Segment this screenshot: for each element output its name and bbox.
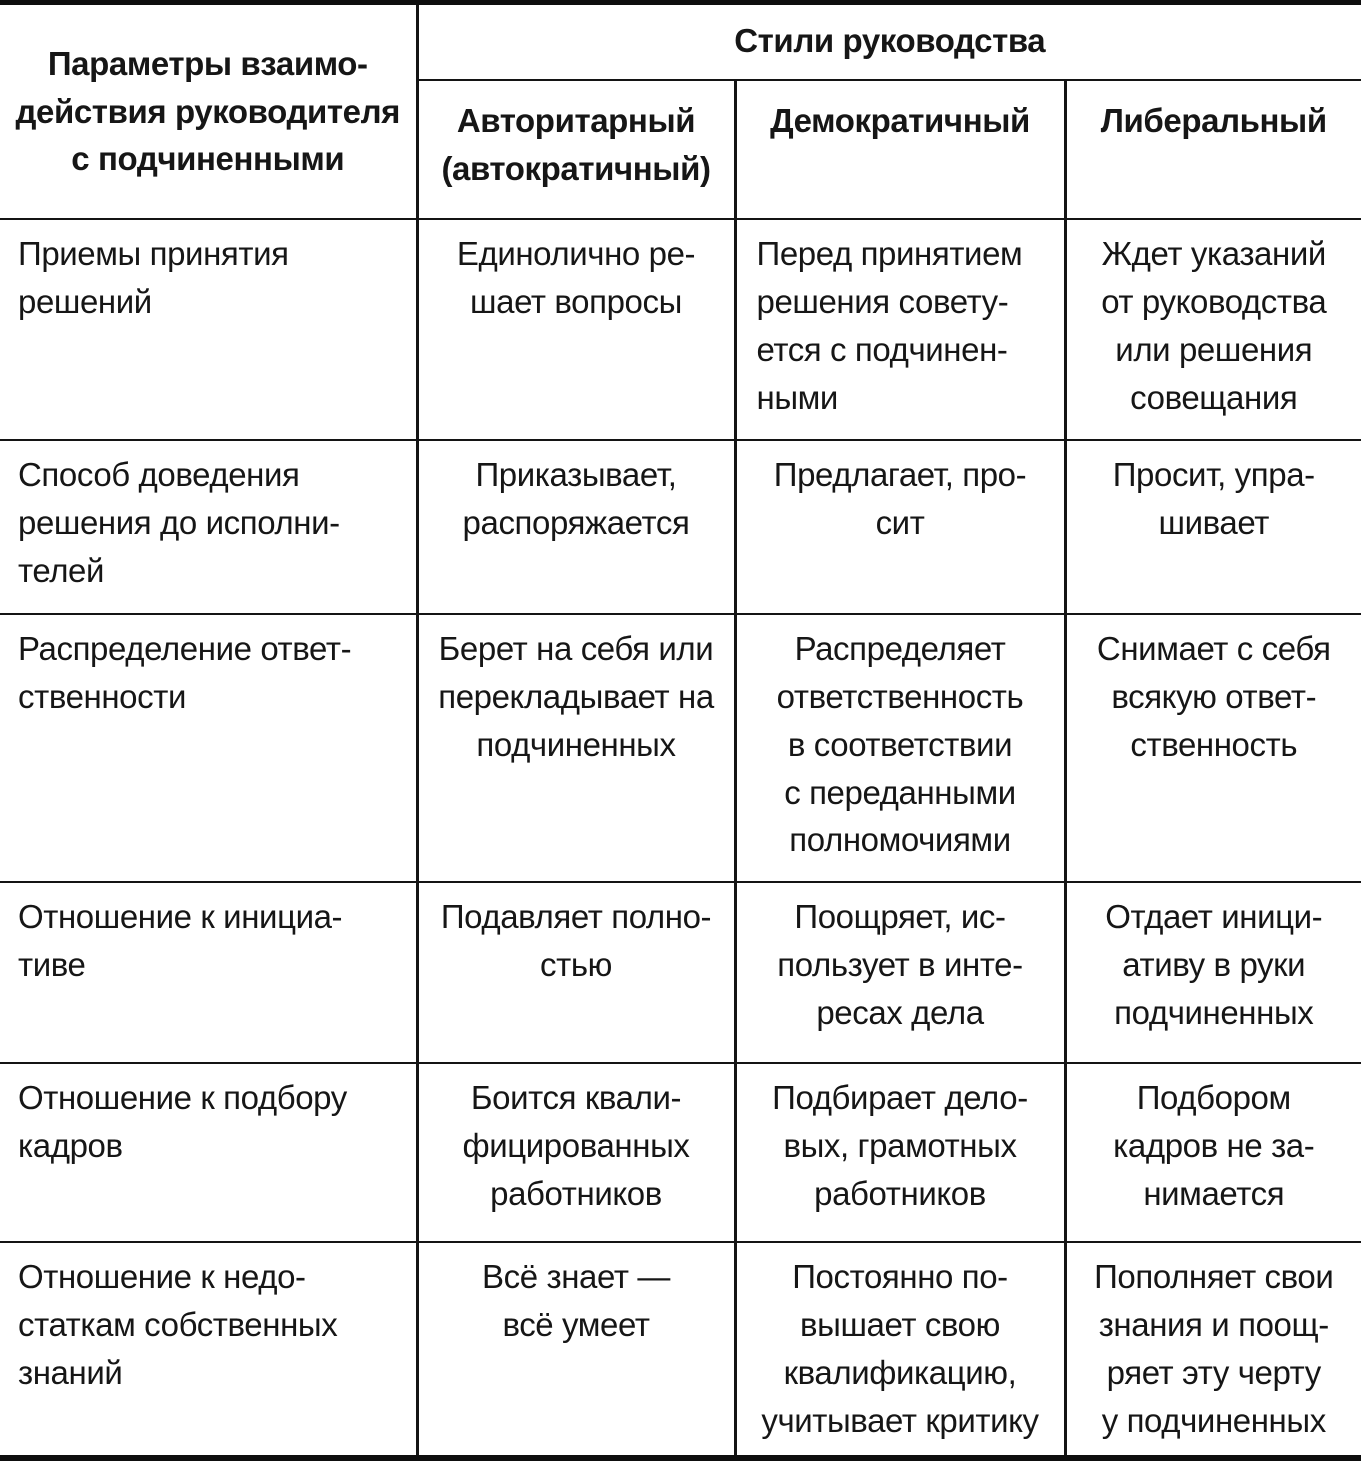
table-row [0,219,1361,440]
param-cell: Способ доведения решения до исполни- телей [0,440,417,614]
liberal-cell: Ждет указаний от руководства или решения совещания [1065,219,1361,440]
liberal-cell: Снимает с себя всякую ответ- ственность [1065,614,1361,882]
param-cell: Отношение к недо- статкам собственных знаний [0,1242,417,1458]
authoritarian-cell: Берет на себя или перекладывает на подчиненных [417,614,735,882]
authoritarian-cell: Боится квали- фицированных работников [417,1063,735,1242]
democratic-cell: Подбирает дело- вых, грамотных работников [735,1063,1065,1242]
styles-group-header: Стили руководства [417,3,1361,81]
column-header-liberal: Либеральный [1065,80,1361,219]
democratic-cell: Распределяет ответственность в соответствии с переданными полномочиями [735,614,1065,882]
liberal-cell: Пополняет свои знания и поощ- ряет эту черту у подчиненных [1065,1242,1361,1458]
table-row [0,882,1361,1063]
param-cell: Приемы принятия решений [0,219,417,440]
liberal-cell: Подбором кадров не за- нимается [1065,1063,1361,1242]
democratic-cell: Перед принятием решения совету- ется с подчинен- ными [735,219,1065,440]
authoritarian-cell: Подавляет полно- стью [417,882,735,1063]
param-cell: Отношение к подбору кадров [0,1063,417,1242]
table-row [0,614,1361,882]
democratic-cell: Поощряет, ис- пользует в инте- ресах дела [735,882,1065,1063]
table-row [0,1242,1361,1458]
liberal-cell: Просит, упра- шивает [1065,440,1361,614]
param-column-header: Параметры взаимо- действия руководителя с подчиненными [0,3,417,220]
authoritarian-cell: Приказывает, распоряжается [417,440,735,614]
table-row [0,1063,1361,1242]
column-header-democratic: Демократичный [735,80,1065,219]
liberal-cell: Отдает иници- ативу в руки подчиненных [1065,882,1361,1063]
authoritarian-cell: Всё знает — всё умеет [417,1242,735,1458]
democratic-cell: Постоянно по- вышает свою квалификацию, учитывает критику [735,1242,1065,1458]
table-row [0,440,1361,614]
democratic-cell: Предлагает, про- сит [735,440,1065,614]
authoritarian-cell: Единолично ре- шает вопросы [417,219,735,440]
param-cell: Распределение ответ- ственности [0,614,417,882]
param-cell: Отношение к инициа- тиве [0,882,417,1063]
column-header-authoritarian: Авторитарный (автократичный) [417,80,735,219]
